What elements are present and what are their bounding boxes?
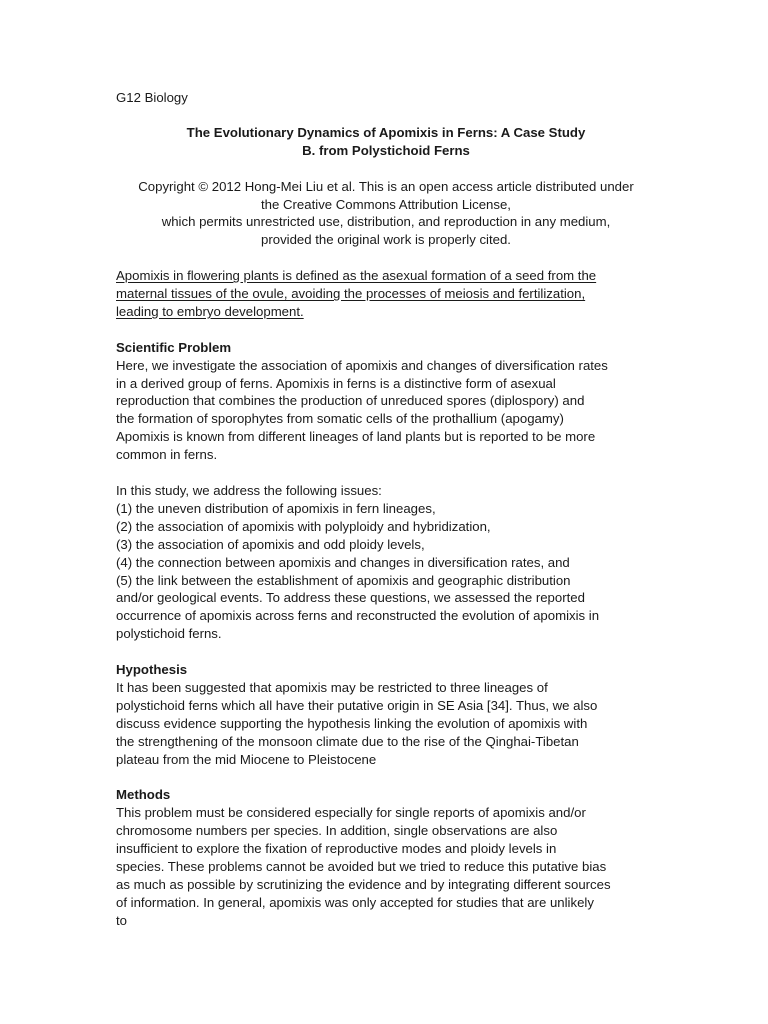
copyright-line: provided the original work is properly cited. — [261, 232, 511, 248]
paragraph-line: species. These problems cannot be avoided but we tried to reduce this putative bias — [116, 858, 607, 874]
study-issues-section — [116, 482, 656, 643]
paragraph-line: as much as possible by scrutinizing the evidence and by integrating different sources — [116, 876, 611, 892]
copyright-notice — [116, 178, 656, 250]
section-heading: Methods — [116, 787, 171, 803]
apomixis-definition — [116, 267, 656, 321]
paragraph-line: to — [116, 912, 127, 928]
paragraph-line: This problem must be considered especially for single reports of apomixis and/or — [116, 805, 586, 821]
paragraph-line: occurrence of apomixis across ferns and reconstructed the evolution of apomixis in — [116, 608, 600, 624]
paragraph-line: of information. In general, apomixis was only accepted for studies that are unlikely — [116, 894, 594, 910]
paragraph-line: It has been suggested that apomixis may be restricted to three lineages of — [116, 679, 548, 695]
definition-line: leading to embryo development. — [116, 303, 304, 319]
paragraph-line: In this study, we address the following issues: — [116, 482, 382, 498]
section-heading: Scientific Problem — [116, 339, 232, 355]
list-item: (1) the uneven distribution of apomixis in fern lineages, — [116, 500, 436, 516]
paragraph-line: chromosome numbers per species. In addition, single observations are also — [116, 823, 558, 839]
paragraph-line: in a derived group of ferns. Apomixis in ferns is a distinctive form of asexual — [116, 375, 556, 391]
paragraph-line: polystichoid ferns which all have their putative origin in SE Asia [34]. Thus, we also — [116, 697, 598, 713]
paragraph-line: insufficient to explore the fixation of reproductive modes and ploidy levels in — [116, 841, 557, 857]
paragraph-line: common in ferns. — [116, 447, 218, 463]
scientific-problem-section — [116, 339, 656, 464]
list-item: (3) the association of apomixis and odd ploidy levels, — [116, 536, 425, 552]
paragraph-line: discuss evidence supporting the hypothesis linking the evolution of apomixis with — [116, 715, 588, 731]
document-subtitle: B. from Polystichoid Ferns — [302, 142, 470, 158]
definition-line: maternal tissues of the ovule, avoiding the processes of meiosis and fertilization, — [116, 286, 586, 302]
document-page — [116, 86, 656, 930]
methods-section — [116, 786, 656, 929]
hypothesis-section — [116, 661, 656, 768]
list-item: (5) the link between the establishment of apomixis and geographic distribution — [116, 572, 571, 588]
paragraph-line: reproduction that combines the production of unreduced spores (diplospory) and — [116, 393, 585, 409]
list-item: (2) the association of apomixis with polyploidy and hybridization, — [116, 518, 491, 534]
copyright-line: Copyright © 2012 Hong-Mei Liu et al. This is an open access article distributed under — [138, 178, 634, 194]
paragraph-line: and/or geological events. To address these questions, we assessed the reported — [116, 590, 585, 606]
paragraph-line: the strengthening of the monsoon climate due to the rise of the Qinghai-Tibetan — [116, 733, 579, 749]
course-label: G12 Biology — [116, 90, 188, 105]
copyright-line: the Creative Commons Attribution License, — [261, 196, 511, 212]
section-heading: Hypothesis — [116, 662, 188, 678]
paragraph-line: the formation of sporophytes from somatic cells of the prothallium (apogamy) — [116, 411, 564, 427]
copyright-line: which permits unrestricted use, distribution, and reproduction in any medium, — [161, 214, 611, 230]
title-block — [116, 124, 656, 160]
document-title: The Evolutionary Dynamics of Apomixis in Ferns: A Case Study — [186, 124, 586, 140]
paragraph-line: polystichoid ferns. — [116, 626, 222, 642]
definition-line: Apomixis in flowering plants is defined as the asexual formation of a seed from the — [116, 268, 597, 284]
list-item: (4) the connection between apomixis and changes in diversification rates, and — [116, 554, 570, 570]
paragraph-line: plateau from the mid Miocene to Pleistocene — [116, 751, 377, 767]
paragraph-line: Apomixis is known from different lineages of land plants but is reported to be more — [116, 429, 596, 445]
paragraph-line: Here, we investigate the association of apomixis and changes of diversification rates — [116, 357, 608, 373]
